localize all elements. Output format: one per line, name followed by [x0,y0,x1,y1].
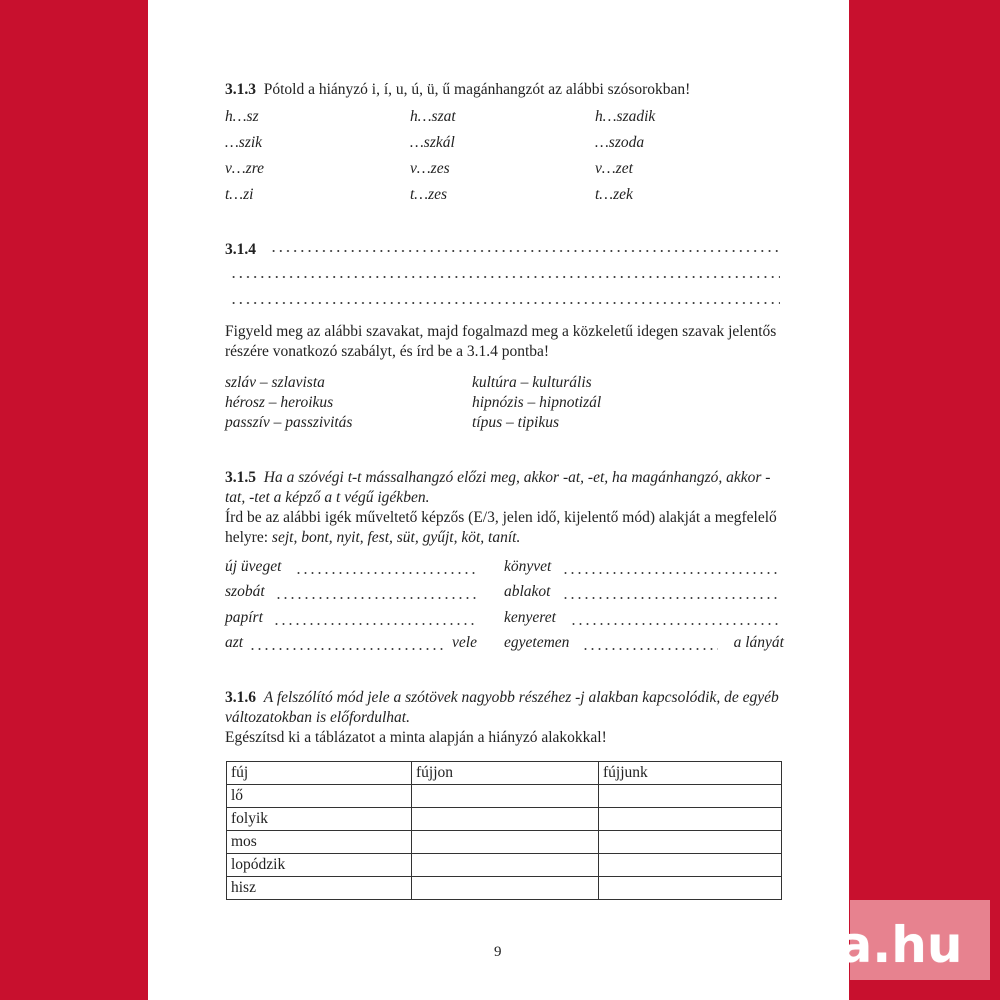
fill-blank[interactable] [295,558,477,578]
page-number: 9 [494,944,502,960]
table-blank-cell[interactable] [599,854,782,877]
word-item: …szoda [595,134,645,151]
word-item: v…zre [225,160,265,177]
word-pair: passzív – passzivitás [225,414,353,431]
word-item: …szik [225,134,263,151]
exercise-316-text [225,688,785,748]
exercise-313-heading [225,80,690,100]
exercise-number: 3.1.6 [225,689,256,706]
word-item: …szkál [410,134,455,151]
exercise-number: 3.1.3 [225,81,256,98]
exercise-instruction: Pótold a hiányzó i, í, u, ú, ü, ű magánhangzót az alábbi szósorokban! [263,81,691,98]
table-row [227,762,782,785]
table-blank-cell[interactable] [599,808,782,831]
table-row [227,785,782,808]
table-row [227,831,782,854]
exercise-verbs: sejt, bont, nyit, fest, süt, gyűjt, köt, tanít. [271,529,521,546]
table-blank-cell[interactable] [412,831,599,854]
watermark-logo: tinta.hu [738,916,963,974]
fill-label: azt [225,634,244,651]
exercise-rule: A felszólító mód jele a szótövek nagyobb részéhez -j alakban kapcsolódik, de egyéb változatokban is előfordulhat. [225,689,779,726]
fill-row [225,583,477,603]
table-blank-cell[interactable] [599,831,782,854]
table-blank-cell[interactable] [412,785,599,808]
fill-blank[interactable] [273,609,477,629]
fill-suffix: vele [452,634,477,651]
fill-label: kenyeret [504,609,556,626]
fill-blank[interactable] [249,634,447,654]
fill-blank[interactable] [562,583,778,603]
table-cell: lő [227,785,412,808]
answer-line[interactable] [230,262,780,282]
fill-label: új üveget [225,558,282,575]
fill-label: papírt [225,609,263,626]
table-cell: hisz [227,877,412,900]
exercise-314-number: 3.1.4 [225,241,256,258]
fill-blank[interactable] [570,609,778,629]
fill-row [225,558,477,578]
exercise-314-instruction: Figyeld meg az alábbi szavakat, majd fogalmazd meg a közkeletű idegen szavak jelentős részére vonatkozó szabályt, és írd be a 3.1.4 pontba! [225,323,777,360]
table-blank-cell[interactable] [412,808,599,831]
answer-line[interactable] [270,236,780,256]
fill-row [504,583,784,603]
exercise-number: 3.1.5 [225,469,256,486]
word-pair: hipnózis – hipnotizál [472,394,602,411]
word-item: h…sz [225,108,259,125]
table-cell: mos [227,831,412,854]
word-item: v…zet [595,160,633,177]
word-pair: szláv – szlavista [225,374,325,391]
table-row [227,808,782,831]
exercise-task: Egészítsd ki a táblázatot a minta alapján a hiányzó alakokkal! [225,729,607,746]
table-blank-cell[interactable] [412,854,599,877]
word-item: v…zes [410,160,450,177]
word-item: h…szat [410,108,456,125]
fill-blank[interactable] [562,558,778,578]
fill-row [504,634,784,654]
verb-table [226,761,782,900]
exercise-315-text [225,468,785,548]
table-row [227,877,782,900]
fill-label: szobát [225,583,265,600]
table-cell: lopódzik [227,854,412,877]
table-blank-cell[interactable] [599,785,782,808]
table-blank-cell[interactable] [412,877,599,900]
table-blank-cell[interactable] [599,877,782,900]
fill-blank[interactable] [275,583,477,603]
exercise-rule: Ha a szóvégi t-t mássalhangzó előzi meg, akkor -at, -et, ha magánhangzó, akkor -tat, -tet a képző a t végű igékben. [225,469,771,506]
word-item: h…szadik [595,108,656,125]
fill-blank[interactable] [582,634,718,654]
fill-row [225,634,477,654]
fill-label: ablakot [504,583,551,600]
answer-line[interactable] [230,288,780,308]
fill-label: egyetemen [504,634,570,651]
table-cell: fúj [227,762,412,785]
fill-row [504,558,784,578]
fill-label: könyvet [504,558,552,575]
word-item: t…zek [595,186,633,203]
table-cell: fújjunk [599,762,782,785]
table-row [227,854,782,877]
word-pair: típus – tipikus [472,414,559,431]
table-cell: folyik [227,808,412,831]
word-item: t…zi [225,186,254,203]
fill-row [504,609,784,629]
word-pair: kultúra – kulturális [472,374,592,391]
fill-row [225,609,477,629]
word-pair: hérosz – heroikus [225,394,334,411]
book-page [148,0,849,1000]
word-item: t…zes [410,186,448,203]
fill-suffix: a lányát [733,634,784,651]
table-cell: fújjon [412,762,599,785]
exercise-task: Írd be az alábbi igék műveltető képzős (E/3, jelen idő, kijelentő mód) alakját a megfelelő helyre: [225,509,777,546]
